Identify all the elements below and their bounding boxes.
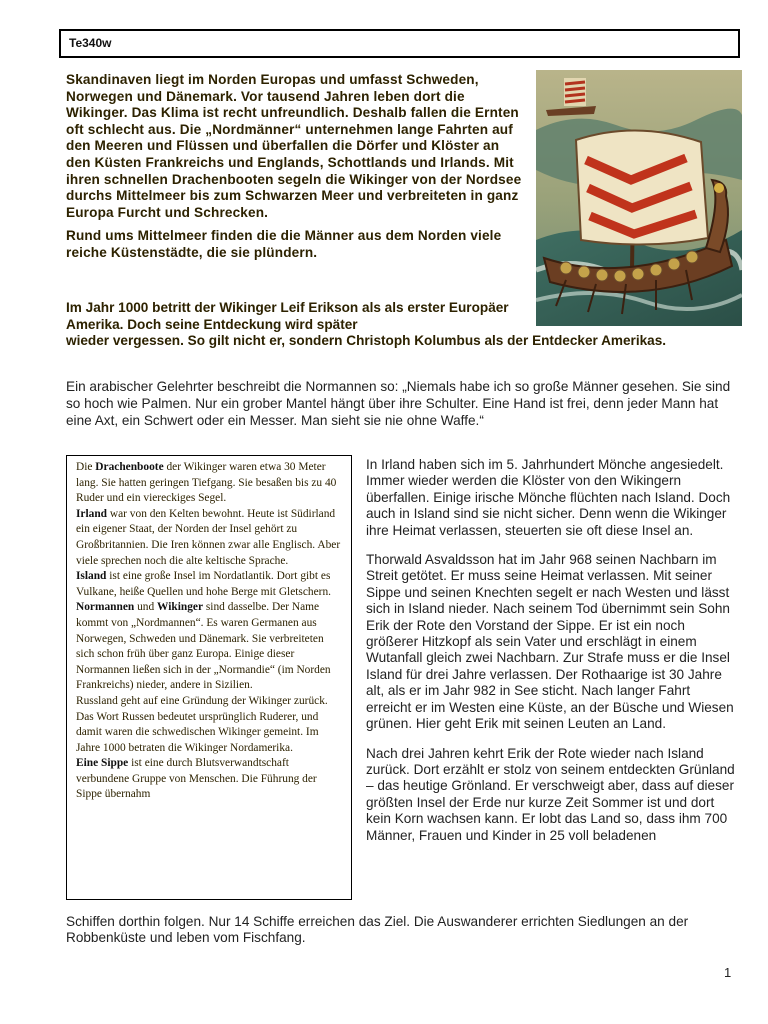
glossary-text: Russland geht auf eine Gründung der Wikinger zurück. Das Wort Russen bedeutet ursprünglich Ruderer, und damit waren die schwedischen Wikinger gemeint. Im Jahre 1000 betraten die Wikinger Nordamerika. bbox=[76, 694, 328, 754]
glossary-entry-irland bbox=[76, 507, 343, 569]
glossary-text: ist eine große Insel im Nordatlantik. Dort gibt es Vulkane, heiße Quellen und hohe Berge mit Gletschern. bbox=[76, 570, 332, 598]
glossary-joiner: und bbox=[134, 601, 158, 614]
right-paragraph-thorwald: Thorwald Asvaldsson hat im Jahr 968 seinen Nachbarn im Streit getötet. Er muss seine Heimat verlassen. Mit seiner Sippe und seinen Knechten segelt er nach Westen und lässt sich in Island nieder. Nach seinem Tod übernimmt sein Sohn Erik der Rote den Vorstand der Sippe. Er ist ein noch größerer Hitzkopf als sein Vater und erschlägt in einem Wutanfall gleich zwei Nachbarn. Zur Strafe muss er die Insel Island für drei Jahre verlassen. Der Rothaarige ist 30 Jahre alt, als er im Jahr 982 in See sticht. Nach langer Fahrt erreicht er im Westen eine Küste, an der Büsche und Wiesen grünen. Hier geht Erik mit seinen Leuten an Land. bbox=[366, 552, 734, 732]
glossary-text: war von den Kelten bewohnt. Heute ist Südirland ein eigener Staat, der Norden der Insel gehört zu Großbritannien. Die Iren können zwar alle Englisch. Aber viele sprechen noch die alte keltische Sprache. bbox=[76, 507, 341, 567]
glossary-box bbox=[66, 455, 352, 900]
right-paragraph-erik: Nach drei Jahren kehrt Erik der Rote wieder nach Island zurück. Dort erzählt er stolz von seinem entdeckten Grünland – das heutige Grönland. Er verschweigt aber, dass auf dieser größten Insel der Erde nur kurze Zeit Sommer ist und dort kein Korn wachsen kann. Er lobt das Land so, dass ihm 700 Männer, Frauen und Kinder in 25 voll beladenen bbox=[366, 745, 735, 843]
amerika-paragraph bbox=[66, 300, 686, 350]
glossary-term: Drachenboote bbox=[95, 461, 164, 473]
glossary-text: ist eine durch Blutsverwandtschaft verbundene Gruppe von Menschen. Die Führung der Sippe übernahm bbox=[76, 757, 317, 801]
page-number: 1 bbox=[724, 965, 732, 980]
intro-paragraph-1: Skandinaven liegt im Norden Europas und umfasst Schweden, Norwegen und Dänemark. Vor tausend Jahren leben dort die Wikinger. Das Klima ist recht unfreundlich. Deshalb fallen die Ernten oft schlecht aus. Die „Nordmänner“ unternehmen lange Fahrten auf den Meeren und Flüssen und überfallen die Dörfer und Klöster an den Küsten Frankreichs und Englands, Schottlands und Irlands. Mit ihren schnellen Drachenbooten segeln die Wikinger von der Nordsee durchs Mittelmeer bis zum Schwarzen Meer und verbreiteten in ganz Europa Furcht und Schrecken. bbox=[66, 72, 522, 220]
tail-paragraph: Schiffen dorthin folgen. Nur 14 Schiffe erreichen das Ziel. Die Auswanderer errichten Siedlungen an der Robbenküste und leben vom Fischfang. bbox=[66, 914, 689, 946]
viking-ship-illustration bbox=[536, 70, 742, 326]
amerika-line-2: wieder vergessen. So gilt nicht er, sondern Christoph Kolumbus als der Entdecker Amerikas. bbox=[66, 333, 667, 349]
glossary-entry-russland bbox=[76, 694, 343, 756]
glossary-text: der Wikinger waren etwa 30 Meter lang. Sie hatten geringen Tiefgang. Sie besaßen bis zu 40 Ruder und ein viereckiges Segel. bbox=[76, 461, 337, 505]
glossary-term: Eine Sippe bbox=[76, 757, 129, 770]
glossary-text: sind dasselbe. Der Name kommt von „Nordmannen“. Es waren Germanen aus Norwegen, Schweden und Dänemark. Sie verbreiteten sich schon früh über ganz Europa. Einige dieser Normannen ließen sich in der „Normandie“ (im Norden Frankreichs) nieder, andere in Sizilien. bbox=[76, 601, 331, 692]
document-code: Te340w bbox=[69, 36, 112, 50]
right-column bbox=[366, 457, 738, 857]
right-paragraph-irland: In Irland haben sich im 5. Jahrhundert Mönche angesiedelt. Immer wieder werden die Klöster von den Wikingern überfallen. Einige irische Mönche flüchten nach Island. Doch auch in Island sind sie nicht sicher. Denn wenn die Wikinger ihre Heimat verlassen, steuerten sie oft diese Insel an. bbox=[366, 457, 731, 538]
intro-text bbox=[66, 72, 526, 269]
glossary-entry-normannen bbox=[76, 600, 343, 694]
glossary-term: Normannen bbox=[76, 601, 135, 614]
quote-paragraph: Ein arabischer Gelehrter beschreibt die Normannen so: „Niemals habe ich so große Männer gesehen. Sie sind so hoch wie Palmen. Nur ein grober Mantel hängt über ihre Schulter. Eine Hand ist frei, denn jeder Mann hat eine Axt, ein Schwert oder ein Messer. Man sieht sie nie ohne Waffe.“ bbox=[66, 379, 731, 428]
glossary-term: Irland bbox=[76, 507, 108, 520]
header-box bbox=[59, 29, 740, 58]
glossary-prefix: Die bbox=[76, 461, 96, 473]
glossary-entry-sippe bbox=[76, 756, 343, 803]
intro-paragraph-2: Rund ums Mittelmeer finden die die Männer aus dem Norden viele reiche Küstenstädte, die sie plündern. bbox=[66, 228, 502, 260]
glossary-entry-island bbox=[76, 569, 343, 600]
amerika-line-1: Im Jahr 1000 betritt der Wikinger Leif Erikson als als erster Europäer Amerika. Doch seine Entdeckung wird später bbox=[66, 300, 509, 332]
glossary-entry-drachenboote bbox=[76, 460, 343, 507]
glossary-term-2: Wikinger bbox=[157, 601, 204, 614]
glossary-term: Island bbox=[76, 570, 107, 583]
